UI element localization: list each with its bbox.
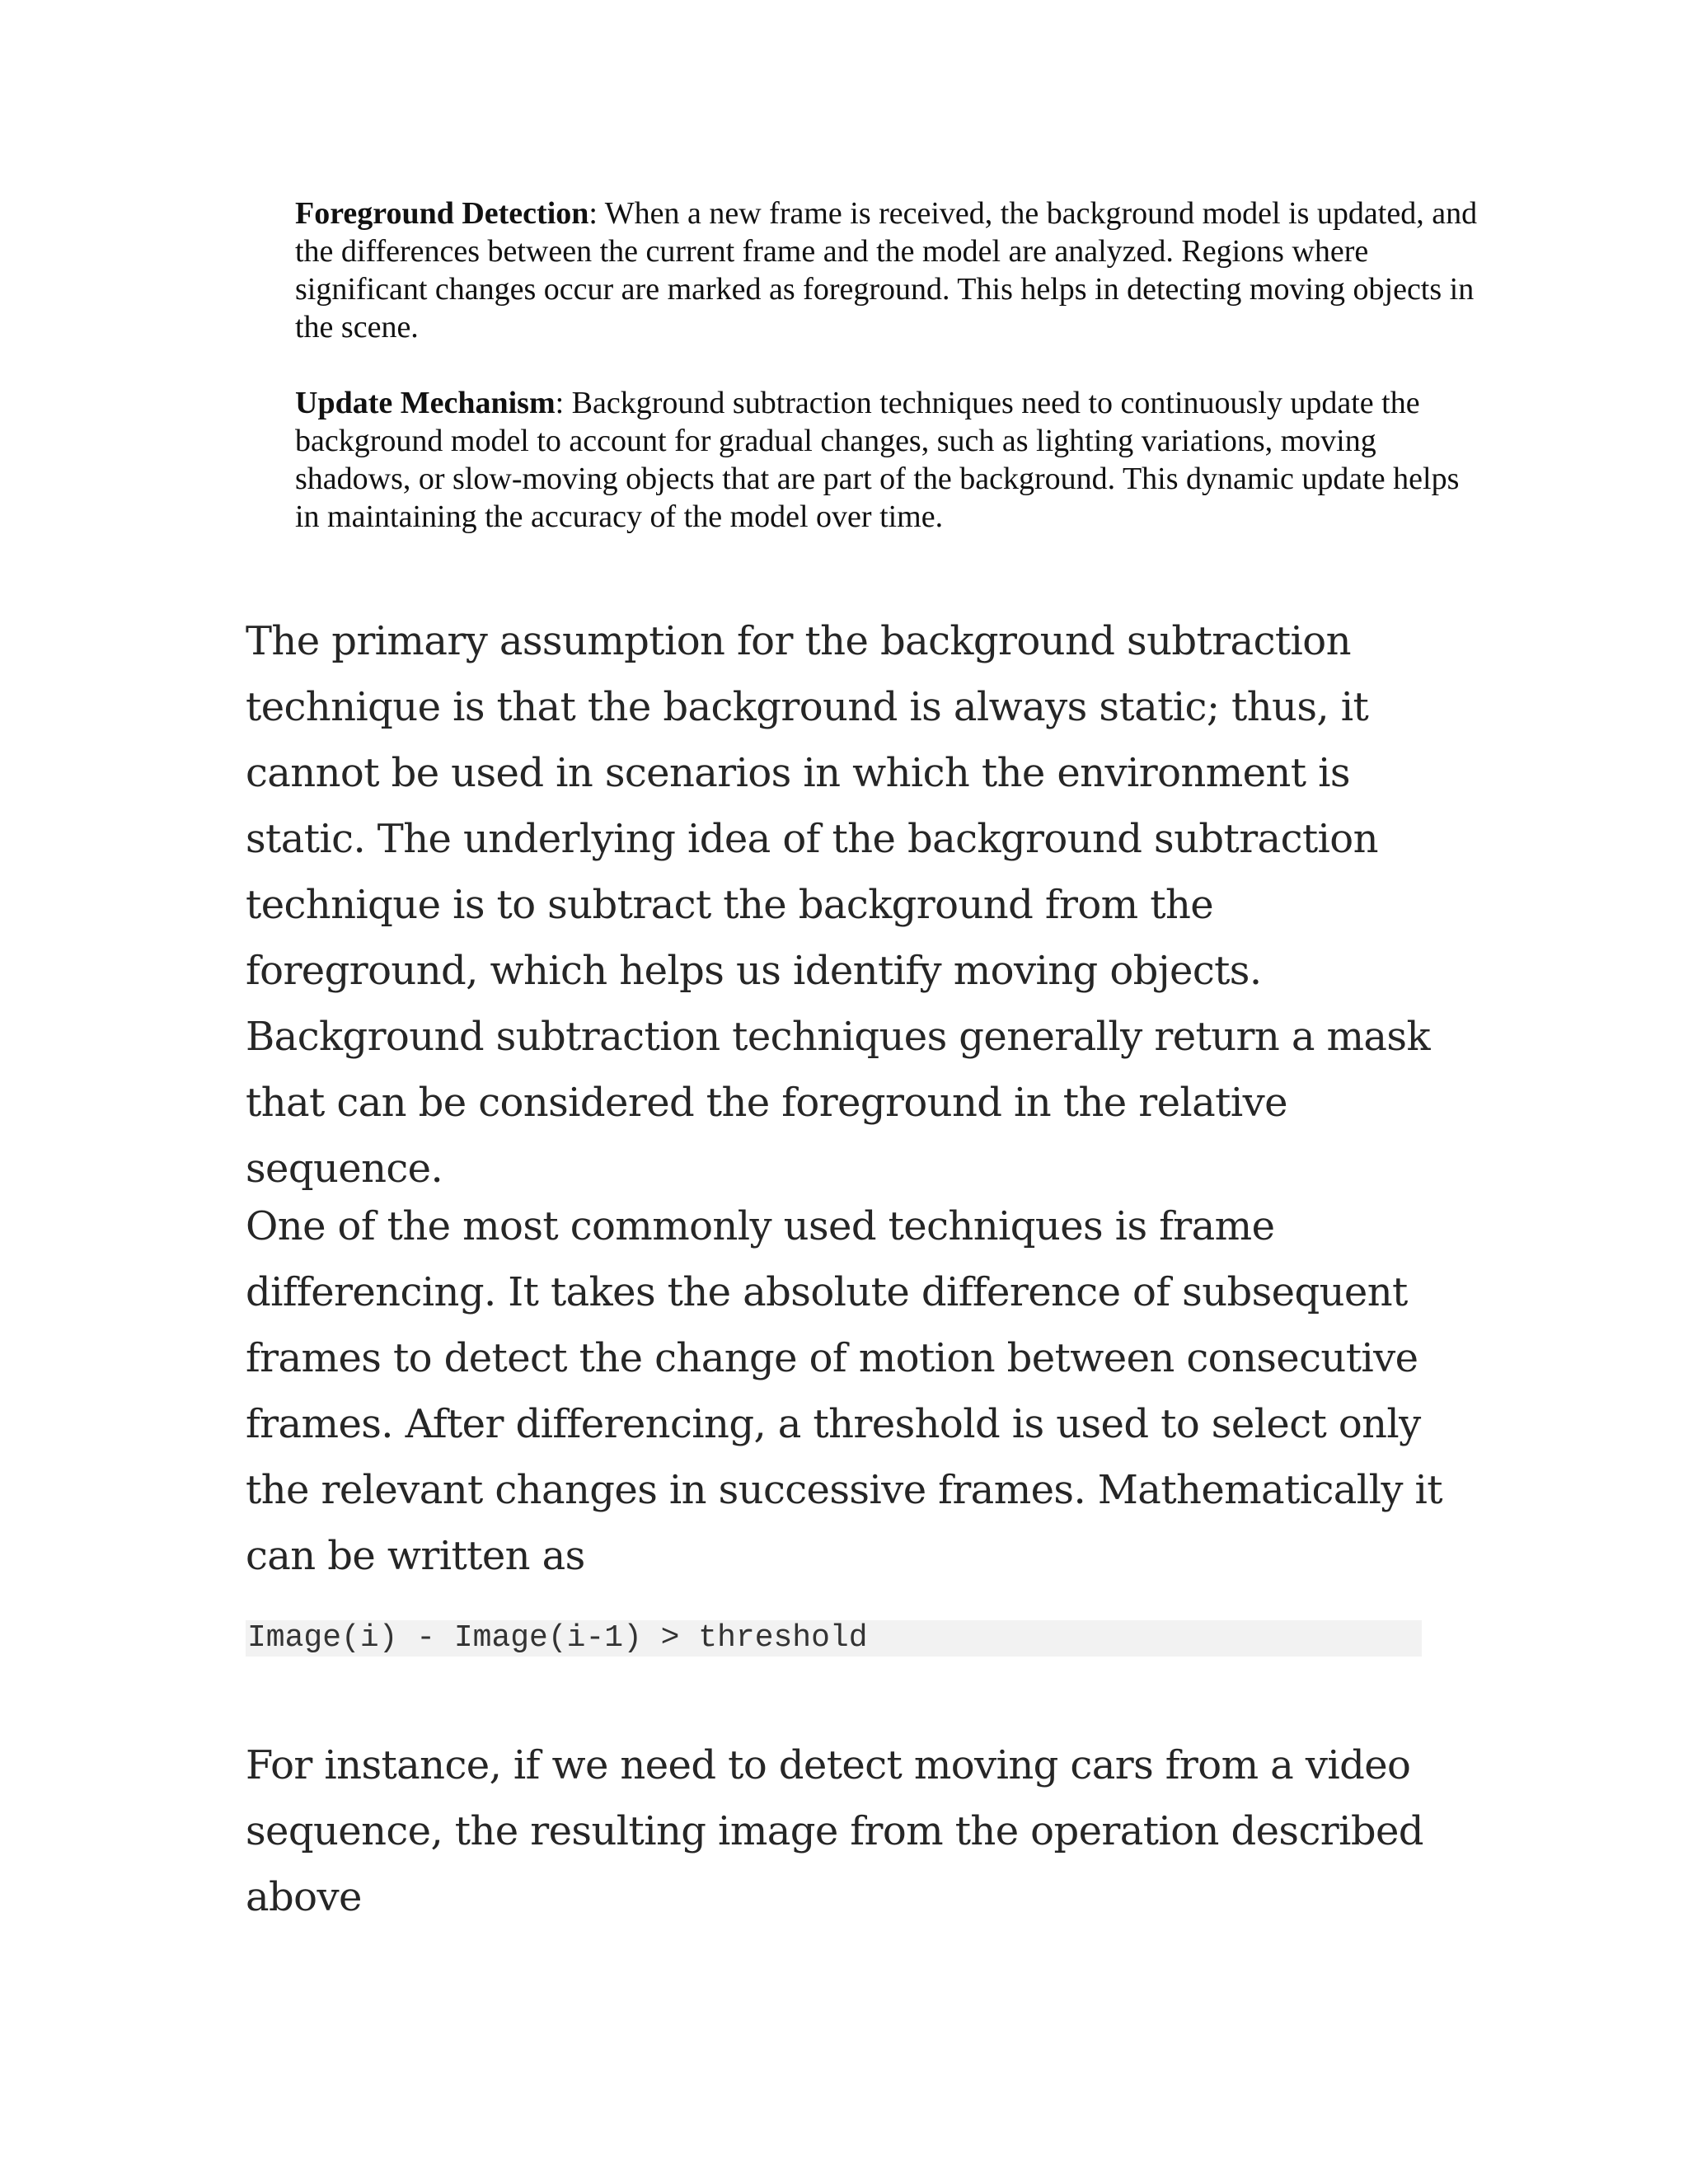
bullet-term: Update Mechanism — [295, 386, 556, 420]
bullet-term: Foreground Detection — [295, 196, 589, 231]
bullet-list — [295, 194, 1490, 574]
bullet-text: : When a new frame is received, the background model is updated, and the differences between the current frame and the model are analyzed. Regions where significant changes occur are marked as foreground. This helps in detecting moving objects in the scene. — [295, 196, 1478, 344]
body-paragraph: For instance, if we need to detect moving cars from a video sequence, the resulting image from the operation described above — [246, 1742, 1423, 1920]
bullet-item-foreground-detection — [295, 194, 1490, 346]
code-block: Image(i) - Image(i-1) > threshold — [246, 1620, 1422, 1657]
body-paragraph: The primary assumption for the background subtraction technique is that the background is always static; thus, it cannot be used in scenarios in which the environment is static. The underlying idea of the background subtraction technique is to subtract the background from the foreground, which helps us identify moving objects. Background subtraction techniques generally return a mask that can be considered the foreground in the relative sequence. — [246, 618, 1430, 1192]
bullet-text: : Background subtraction techniques need to continuously update the background model to account for gradual changes, such as lighting variations, moving shadows, or slow-moving objects that are part of the background. This dynamic update helps in maintaining the accuracy of the model over time. — [295, 386, 1460, 534]
bullet-item-update-mechanism — [295, 384, 1490, 536]
body-paragraph: One of the most commonly used techniques is frame differencing. It takes the absolute difference of subsequent frames to detect the change of motion between consecutive frames. After differencing, a threshold is used to select only the relevant changes in successive frames. Mathematically it can be written as — [246, 1203, 1442, 1579]
